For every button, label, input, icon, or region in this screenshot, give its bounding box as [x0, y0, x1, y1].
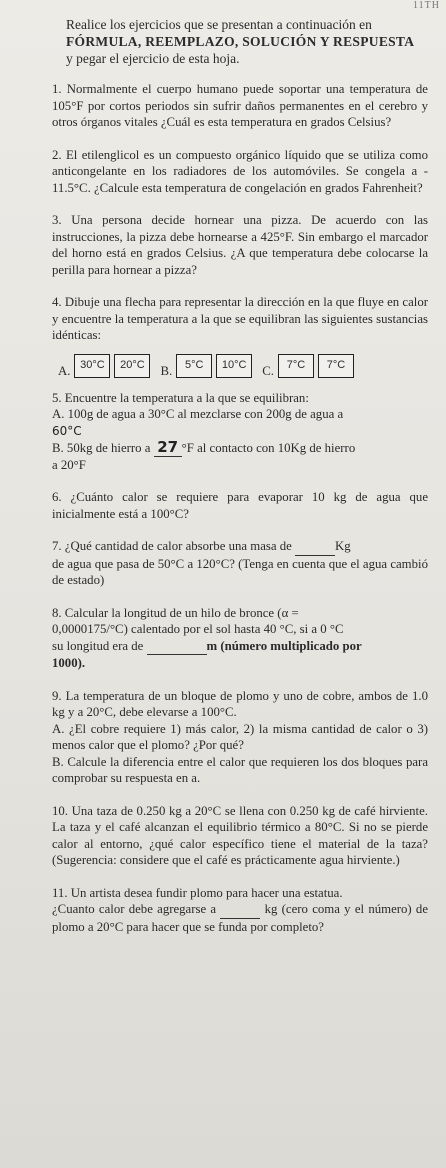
box-group-letter: B.	[160, 364, 173, 378]
question-4: 4. Dibuje una flecha para representar la dirección en la que fluye en calor y encuentre la temperatura a la que se equilibran las siguientes sustancias idénticas: A. 30°C 20°C B. 5°C 10°C C. 7°C 7°C	[52, 295, 428, 378]
intro-line-3: y pegar el ejercicio de esta hoja.	[66, 51, 240, 66]
temp-box: 30°C	[74, 354, 110, 378]
question-6: 6. ¿Cuánto calor se requiere para evaporar 10 kg de agua que inicialmente está a 100°C?	[52, 490, 428, 521]
question-10: 10. Una taza de 0.250 kg a 20°C se llena con 0.250 kg de café hirviente. La taza y el café alcanzan el equilibrio térmico a 80°C. Si no se pierde calor al entorno, ¿qué calor específico tiene el material de la taza? (Sugerencia: considere que el café es prácticamente agua hirviente.)	[52, 803, 428, 867]
question-2: 2. El etilenglicol es un compuesto orgánico líquido que se utiliza como anticongelante en los radiadores de los automóviles. Se congela a - 11.5°C. ¿Calcule esta temperatura de congelación en grados Fahrenheit?	[52, 147, 428, 195]
box-group-b	[160, 354, 256, 378]
temp-box: 7°C	[318, 354, 354, 378]
box-group-c	[262, 354, 358, 378]
box-group-letter: A.	[58, 364, 71, 378]
question-11: 11. Un artista desea fundir plomo para hacer una estatua. ¿Cuanto calor debe agregarse a kg (cero coma y el número) de plomo a 20°C para hacer que se funda por completo?	[52, 885, 429, 934]
answer-blank	[295, 538, 335, 556]
box-group-letter: C.	[262, 364, 274, 378]
handwritten-blank: 27	[154, 439, 182, 457]
answer-blank	[220, 901, 260, 919]
question-9: 9. La temperatura de un bloque de plomo y uno de cobre, ambos de 1.0 kg y a 20°C, debe elevarse a 100°C. A. ¿El cobre requiere 1) más calor, 2) la misma cantidad de calor o 3) menos calor que el plomo? ¿Por qué? B. Calcule la diferencia entre el calor que requieren los dos bloques para comprobar su respuesta en a.	[52, 688, 428, 785]
q5-part-b-post: °F al contacto con 10Kg de hierro	[181, 441, 356, 455]
header-mark: 11TH	[413, 0, 440, 11]
question-5	[52, 390, 428, 474]
temperature-boxes	[58, 354, 428, 378]
box-group-a	[58, 354, 154, 378]
instructions	[66, 16, 428, 67]
question-8: 8. Calcular la longitud de un hilo de bronce (α = 0,0000175/°C) calentado por el sol hasta 40 °C, si a 0 °C su longitud era de m (número multiplicado por 1000).	[52, 605, 362, 670]
question-1: 1. Normalmente el cuerpo humano puede soportar una temperatura de 105°F por cortos periodos sin sufrir daños permanentes en el cerebro y otros órganos vitales ¿Cuál es esta temperatura en grados Celsius?	[52, 82, 428, 129]
answer-blank	[147, 638, 207, 656]
intro-line-1: Realice los ejercicios que se presentan a continuación en	[66, 17, 372, 32]
temp-box: 5°C	[176, 354, 212, 378]
temp-box: 10°C	[216, 354, 252, 378]
q5-title: 5. Encuentre la temperatura a la que se equilibran:	[52, 390, 309, 405]
question-7: 7. ¿Qué cantidad de calor absorbe una masa de Kg de agua que pasa de 50°C a 120°C? (Tenga en cuenta que el agua cambió de estado)	[52, 539, 428, 587]
intro-line-2: FÓRMULA, REEMPLAZO, SOLUCIÓN Y RESPUESTA	[66, 34, 415, 49]
handwritten-answer: 60°C	[52, 423, 82, 438]
q5-part-b: B. 50kg de hierro a	[52, 441, 151, 455]
worksheet-content	[52, 16, 428, 951]
q5-part-b-line2: a 20°F	[52, 457, 86, 472]
temp-box: 7°C	[278, 354, 314, 378]
question-3: 3. Una persona decide hornear una pizza. De acuerdo con las instrucciones, la pizza debe hornearse a 425°F. Sin embargo el marcador del horno está en grados Celsius. ¿A que temperatura debe colocarse la perilla para hornear a pizza?	[52, 213, 428, 277]
q5-part-a: A. 100g de agua a 30°C al mezclarse con 200g de agua a	[52, 407, 344, 421]
temp-box: 20°C	[114, 354, 150, 378]
